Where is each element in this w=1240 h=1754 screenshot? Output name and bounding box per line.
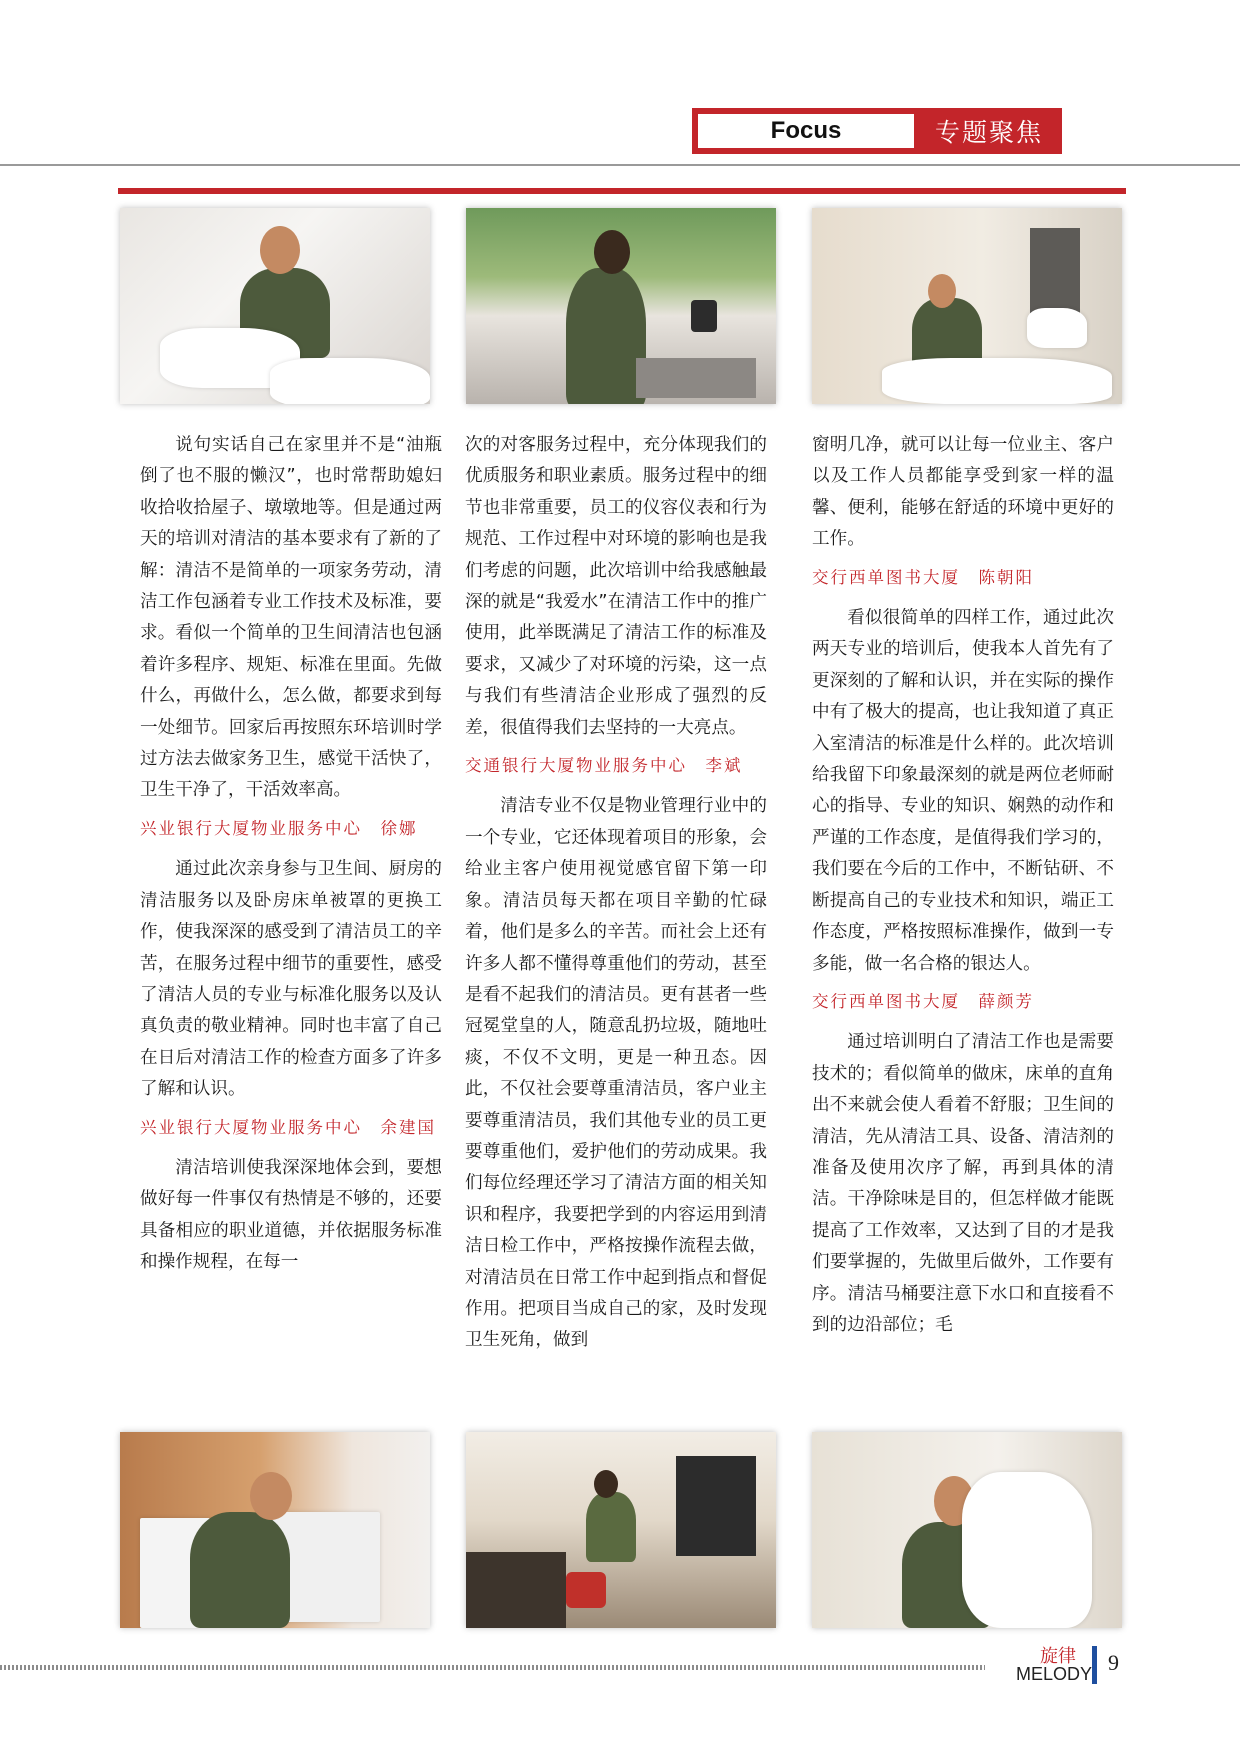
paragraph: 通过此次亲身参与卫生间、厨房的清洁服务以及卧房床单被罩的更换工作，使我深深的感受到了清洁员工的辛苦，在服务过程中细节的重要性，感受了清洁人员的专业与标准化服务以及认真负责的敬业精神。同时也丰富了自己在日后对清洁工作的检查方面多了许多了解和认识。 [140,859,442,1100]
author-signature: 兴业银行大厦物业服务中心 余建国 [140,1117,436,1137]
photo-bedroom-bed [812,208,1122,404]
section-title-en: Focus [694,110,918,152]
paragraph: 说句实话自己在家里并不是“油瓶倒了也不服的懒汉”，也时常帮助媳妇收拾收拾屋子、墩墩地等。但是通过两天的培训对清洁的基本要求有了新的了解：清洁不是简单的一项家务劳动，清洁工作包涵着专业工作技术及标准，要求。看似一个简单的卫生间清洁也包涵着许多程序、规矩、标准在里面。先做什么，再做什么，怎么做，都要求到每一处细节。回家后再按照东环培训时学过方法去做家务卫生，感觉干活快了，卫生干净了，干活效率高。 [140,435,442,801]
page-number: 9 [1108,1650,1119,1675]
paragraph: 通过培训明白了清洁工作也是需要技术的；看似简单的做床，床单的直角出不来就会使人看着不舒服；卫生间的清洁，先从清洁工具、设备、清洁剂的准备及使用次序了解，再到具体的清洁。干净除味是目的，但怎样做才能既提高了工作效率，又达到了目的才是我们要掌握的，先做里后做外，工作要有序。清洁马桶要注意下水口和直接看不到的边沿部位；毛 [812,1032,1114,1335]
photo-cleaning-kitchen [466,208,776,404]
paragraph: 次的对客服务过程中，充分体现我们的优质服务和职业素质。服务过程中的细节也非常重要，员工的仪容仪表和行为规范、工作过程中对环境的影响也是我们考虑的问题，此次培训中给我感触最深的就是“我爱水”在清洁工作中的推广使用，此举既满足了清洁工作的标准及要求，又减少了对环境的污染，这一点与我们有些清洁企业形成了强烈的反差，很值得我们去坚持的一大亮点。 [465,435,767,738]
magazine-name-cn: 旋律 [1040,1646,1076,1667]
paragraph: 窗明几净，就可以让每一位业主、客户以及工作人员都能享受到家一样的温馨、便利，能够在舒适的环境中更好的工作。 [812,435,1114,550]
header-rule [0,164,1240,166]
paragraph: 清洁培训使我深深地体会到，要想做好每一件事仅有热情是不够的，还要具备相应的职业道德，并依据服务标准和操作规程，在每一 [140,1157,442,1273]
photo-making-bed [120,208,430,404]
article-column-1 [140,430,442,1279]
paragraph: 看似很简单的四样工作，通过此次两天专业的培训后，使我本人首先有了更深刻的了解和认识，并在实际的操作中有了极大的提高，也让我知道了真正入室清洁的标准是什么样的。此次培训给我留下印象最深刻的就是两位老师耐心的指导、专业的知识、娴熟的动作和严谨的工作态度，是值得我们学习的，我们要在今后的工作中，不断钻研、不断提高自己的专业技术和知识，端正工作态度，严格按照标准操作，做到一专多能，做一名合格的银达人。 [812,608,1114,974]
author-signature: 交行西单图书大厦 陈朝阳 [812,567,1034,587]
author-signature: 交行西单图书大厦 薛颜芳 [812,991,1034,1011]
photo-vacuuming-living-room [466,1432,776,1628]
article-column-2 [465,430,767,1357]
magazine-name-en: MELODY [1015,1664,1092,1684]
article-column-3 [812,430,1114,1341]
red-divider [118,188,1126,194]
author-signature: 兴业银行大厦物业服务中心 徐娜 [140,818,418,838]
footer-rule [0,1665,985,1670]
photo-cleaning-refrigerator [120,1432,430,1628]
photo-folding-duvet [812,1432,1122,1628]
section-tab [692,108,1062,154]
author-signature: 交通银行大厦物业服务中心 李斌 [465,756,743,776]
brand-bar [1092,1646,1097,1684]
section-title-cn: 专题聚焦 [918,110,1060,152]
paragraph: 清洁专业不仅是物业管理行业中的一个专业，它还体现着项目的形象，会给业主客户使用视觉感官留下第一印象。清洁员每天都在项目辛勤的忙碌着，他们是多么的辛苦。而社会上还有许多人都不懂得尊重他们的劳动，甚至是看不起我们的清洁员。更有甚者一些冠冕堂皇的人，随意乱扔垃圾，随地吐痰，不仅不文明，更是一种丑态。因此，不仅社会要尊重清洁员，客户业主要尊重清洁员，我们其他专业的员工更要尊重他们，爱护他们的劳动成果。我们每位经理还学习了清洁方面的相关知识和程序，我要把学到的内容运用到清洁日检工作中，严格按操作流程去做，对清洁员在日常工作中起到指点和督促作用。把项目当成自己的家，及时发现卫生死角，做到 [465,796,767,1351]
